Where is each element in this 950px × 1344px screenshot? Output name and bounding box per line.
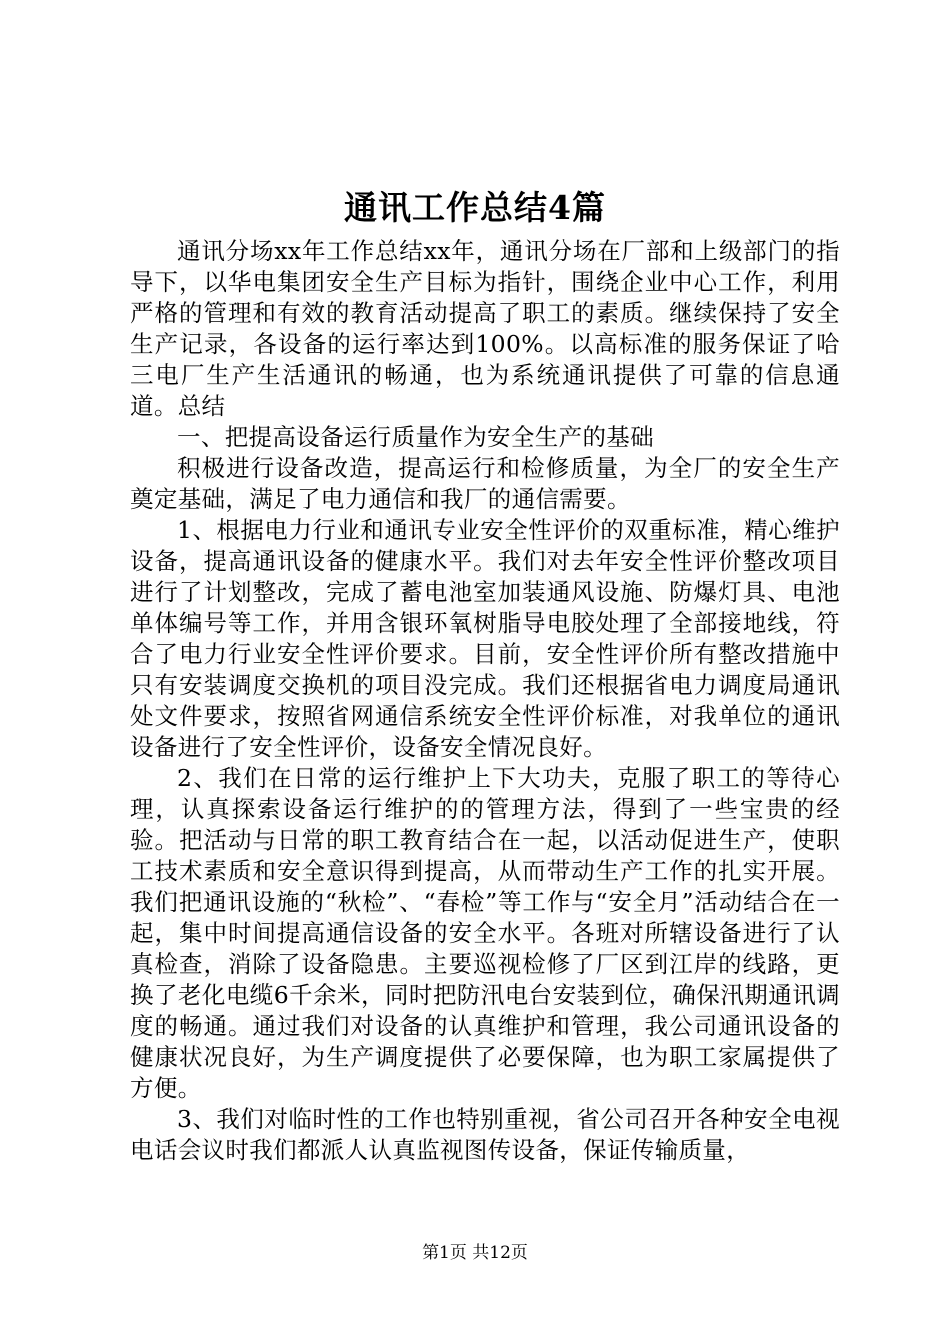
document-body (130, 236, 840, 1166)
paragraph-item-3: 3、我们对临时性的工作也特别重视，省公司召开各种安全电视电话会议时我们都派人认真监视图传设备，保证传输质量， (130, 1105, 840, 1164)
page-number-footer: 第1页 共12页 (422, 1243, 528, 1263)
paragraph-item-1: 1、根据电力行业和通讯专业安全性评价的双重标准，精心维护设备，提高通讯设备的健康水平。我们对去年安全性评价整改项目进行了计划整改，完成了蓄电池室加装通风设施、防爆灯具、电池单体编号等工作，并用含银环氧树脂导电胶处理了全部接地线，符合了电力行业安全性评价要求。目前，安全性评价所有整改措施中只有安装调度交换机的项目没完成。我们还根据省电力调度局通讯处文件要求，按照省网通信系统安全性评价标准，对我单位的通讯设备进行了安全性评价，设备安全情况良好。 (130, 516, 840, 761)
document-title: 通讯工作总结4篇 (344, 188, 606, 227)
paragraph-intro: 通讯分场xx年工作总结xx年，通讯分场在厂部和上级部门的指导下，以华电集团安全生产目标为指针，围绕企业中心工作，利用严格的管理和有效的教育活动提高了职工的素质。继续保持了安全生产记录，各设备的运行率达到100%。以高标准的服务保证了哈三电厂生产生活通讯的畅通，也为系统通讯提供了可靠的信息通道。总结 (130, 237, 840, 420)
section-heading-1: 一、把提高设备运行质量作为安全生产的基础 (177, 423, 654, 451)
paragraph-section-1-intro: 积极进行设备改造，提高运行和检修质量，为全厂的安全生产奠定基础，满足了电力通信和我厂的通信需要。 (130, 454, 840, 513)
paragraph-item-2: 2、我们在日常的运行维护上下大功夫，克服了职工的等待心理，认真探索设备运行维护的的管理方法，得到了一些宝贵的经验。把活动与日常的职工教育结合在一起，以活动促进生产，使职工技术素质和安全意识得到提高，从而带动生产工作的扎实开展。我们把通讯设施的“秋检”、“春检”等工作与“安全月”活动结合在一起，集中时间提高通信设备的安全水平。各班对所辖设备进行了认真检查，消除了设备隐患。主要巡视检修了厂区到江岸的线路，更换了老化电缆6千余米，同时把防汛电台安装到位，确保汛期通讯调度的畅通。通过我们对设备的认真维护和管理，我公司通讯设备的健康状况良好，为生产调度提供了必要保障，也为职工家属提供了方便。 (130, 764, 840, 1102)
